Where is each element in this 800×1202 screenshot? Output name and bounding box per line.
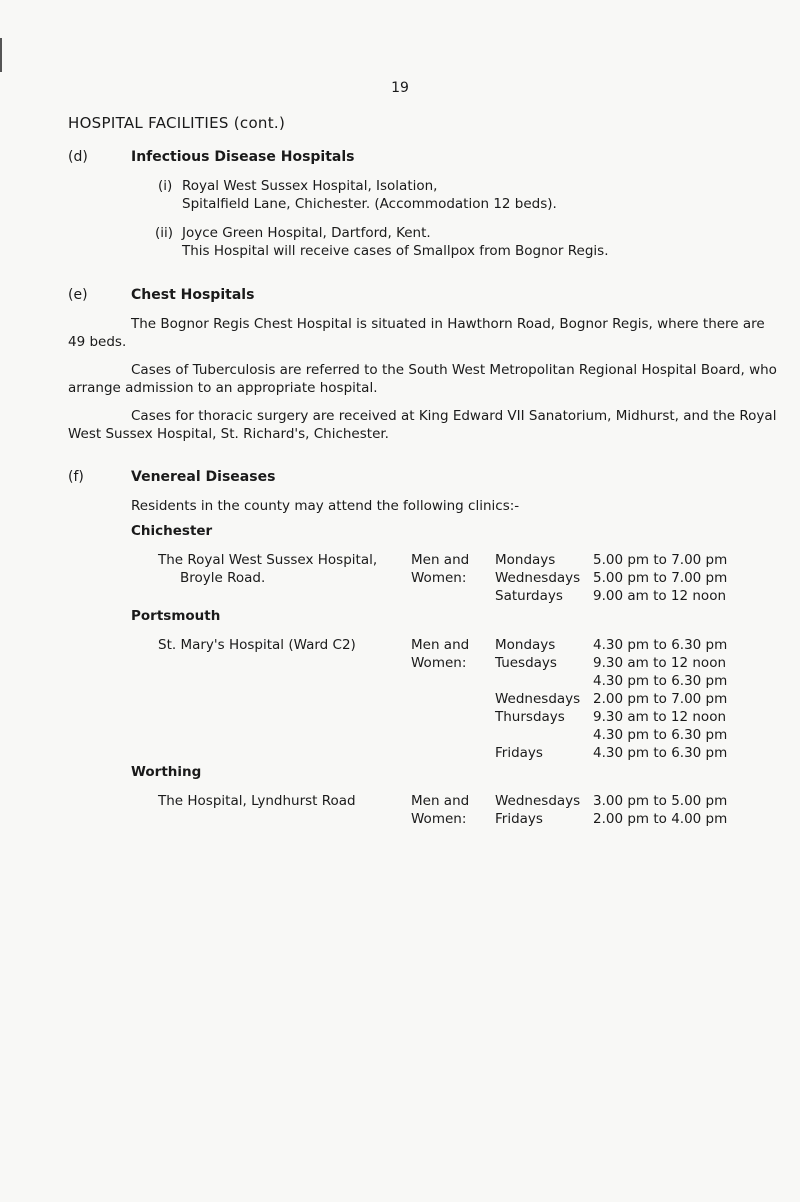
clinic-day: Mondays [495, 552, 556, 568]
clinic-area-chichester: Chichester [131, 523, 213, 539]
clinic-chichester-place [158, 551, 377, 587]
clinic-worthing-days [495, 792, 580, 828]
page-title: HOSPITAL FACILITIES (cont.) [68, 114, 286, 132]
section-e-para-1-line1: The Bognor Regis Chest Hospital is situated in Hawthorn Road, Bognor Regis, where there are [131, 316, 765, 332]
clinic-chichester-days [495, 551, 580, 605]
clinic-worthing-who [411, 792, 469, 828]
clinic-day: Saturdays [495, 588, 563, 604]
clinic-time: 3.00 pm to 5.00 pm [593, 793, 728, 809]
clinic-day: Mondays [495, 637, 556, 653]
clinic-time: 4.30 pm to 6.30 pm [593, 745, 728, 761]
clinic-area-portsmouth: Portsmouth [131, 608, 221, 624]
clinic-who-line: Men and [411, 552, 470, 568]
clinic-place-line: The Hospital, Lyndhurst Road [158, 793, 356, 809]
section-e-para-3-line2: West Sussex Hospital, St. Richard's, Chichester. [68, 426, 389, 442]
clinic-portsmouth-days [495, 636, 580, 762]
clinic-time: 5.00 pm to 7.00 pm [593, 552, 728, 568]
clinic-time: 4.30 pm to 6.30 pm [593, 637, 728, 653]
clinic-time: 9.00 am to 12 noon [593, 588, 727, 604]
section-e-para-3-line1: Cases for thoracic surgery are received at King Edward VII Sanatorium, Midhurst, and the Royal [131, 408, 777, 424]
clinic-time: 5.00 pm to 7.00 pm [593, 570, 728, 586]
section-e-heading: Chest Hospitals [131, 287, 255, 303]
section-e-para-2-line2: arrange admission to an appropriate hospital. [68, 380, 378, 396]
section-d-heading: Infectious Disease Hospitals [131, 149, 355, 165]
clinic-place-line: St. Mary's Hospital (Ward C2) [158, 637, 356, 653]
section-e-para-1-line2: 49 beds. [68, 334, 127, 350]
clinic-day: Tuesdays [495, 655, 557, 671]
section-d-item-1-line1: Royal West Sussex Hospital, Isolation, [182, 178, 438, 194]
clinic-portsmouth-who [411, 636, 469, 672]
clinic-time: 2.00 pm to 7.00 pm [593, 691, 728, 707]
section-d-item-1-line2: Spitalfield Lane, Chichester. (Accommodation 12 beds). [182, 196, 557, 212]
clinic-day: Thursdays [495, 709, 565, 725]
clinic-who-line: Women: [411, 811, 467, 827]
section-d-item-2-line2: This Hospital will receive cases of Smallpox from Bognor Regis. [182, 243, 609, 259]
clinic-time: 4.30 pm to 6.30 pm [593, 673, 728, 689]
clinic-day: Wednesdays [495, 793, 581, 809]
clinic-who-line: Men and [411, 637, 470, 653]
clinic-time: 9.30 am to 12 noon [593, 709, 727, 725]
clinic-place-line: The Royal West Sussex Hospital, [158, 552, 378, 568]
clinic-chichester-times [593, 551, 727, 605]
section-d-item-1-num: (i) [158, 178, 173, 194]
clinic-time: 4.30 pm to 6.30 pm [593, 727, 728, 743]
clinic-worthing-place [158, 792, 356, 810]
clinic-who-line: Men and [411, 793, 470, 809]
page-number: 19 [391, 80, 409, 96]
clinic-area-worthing: Worthing [131, 764, 202, 780]
clinic-time: 9.30 am to 12 noon [593, 655, 727, 671]
clinic-portsmouth-place [158, 636, 356, 654]
section-e-para-2-line1: Cases of Tuberculosis are referred to the South West Metropolitan Regional Hospital Board, who [131, 362, 777, 378]
section-d-letter: (d) [68, 149, 88, 165]
clinic-time: 2.00 pm to 4.00 pm [593, 811, 728, 827]
clinic-chichester-who [411, 551, 469, 587]
clinic-day [495, 726, 580, 744]
section-f-heading: Venereal Diseases [131, 469, 276, 485]
clinic-who-line: Women: [411, 570, 467, 586]
clinic-day: Wednesdays [495, 691, 581, 707]
section-d-item-2-num: (ii) [155, 225, 174, 241]
clinic-day: Wednesdays [495, 570, 581, 586]
section-e-letter: (e) [68, 287, 88, 303]
clinic-day: Fridays [495, 745, 543, 761]
clinic-place-line: Broyle Road. [180, 570, 266, 586]
section-f-letter: (f) [68, 469, 84, 485]
clinic-who-line: Women: [411, 655, 467, 671]
clinic-worthing-times [593, 792, 727, 828]
section-d-item-2-line1: Joyce Green Hospital, Dartford, Kent. [182, 225, 431, 241]
section-f-intro: Residents in the county may attend the following clinics:- [131, 498, 520, 514]
page-edge-mark [0, 38, 2, 72]
clinic-day: Fridays [495, 811, 543, 827]
clinic-portsmouth-times [593, 636, 727, 762]
clinic-day [495, 672, 580, 690]
